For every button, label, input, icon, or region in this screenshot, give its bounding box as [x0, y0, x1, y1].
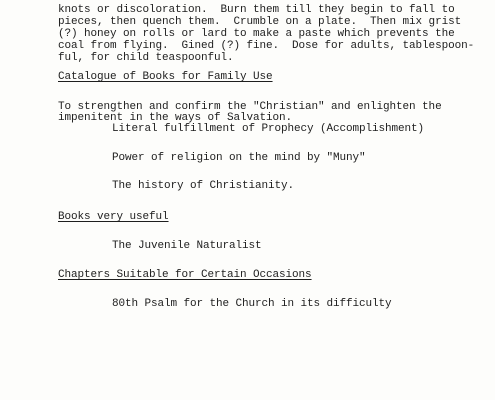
section-intro-line: To strengthen and confirm the "Christian" and enlighten the	[58, 101, 442, 113]
book-list-item: The history of Christianity.	[112, 180, 295, 192]
intro-text-line: (?) honey on rolls or lard to make a paste which prevents the	[58, 28, 455, 40]
section-heading-family-books: Catalogue of Books for Family Use	[58, 71, 273, 83]
section-heading-useful-books: Books very useful	[58, 211, 169, 223]
chapter-list-item: 80th Psalm for the Church in its difficulty	[112, 298, 392, 310]
book-list-item: Power of religion on the mind by "Muny"	[112, 152, 366, 164]
section-heading-chapters: Chapters Suitable for Certain Occasions	[58, 269, 312, 281]
section-intro-line: impenitent in the ways of Salvation.	[58, 112, 293, 124]
intro-text-line: ful, for child teaspoonful.	[58, 52, 234, 64]
book-list-item: Literal fulfillment of Prophecy (Accomplishment)	[112, 123, 425, 135]
intro-text-line: pieces, then quench them. Crumble on a plate. Then mix grist	[58, 16, 462, 28]
book-list-item: The Juvenile Naturalist	[112, 240, 262, 252]
intro-text-line: knots or discoloration. Burn them till they begin to fall to	[58, 4, 455, 16]
intro-text-line: coal from flying. Gined (?) fine. Dose for adults, tablespoon-	[58, 40, 475, 52]
